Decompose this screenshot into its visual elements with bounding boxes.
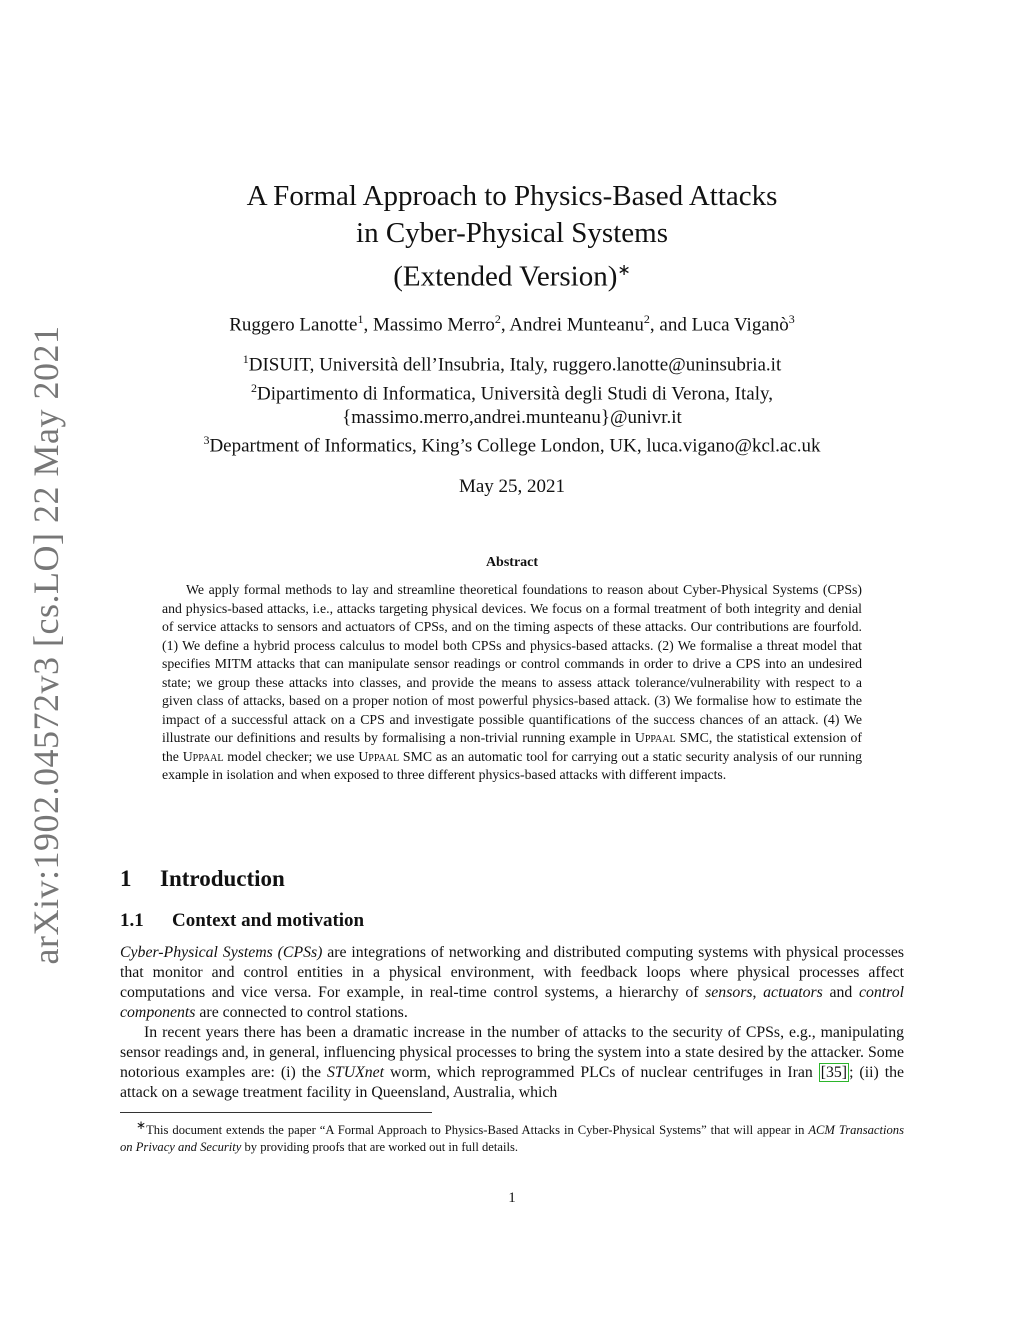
author-name: Massimo Merro [372,314,495,336]
affiliation-line: $^1$DISUIT, Università dell’Insubria, Italy, ruggero.lanotte@uninsubria.it [242,352,782,376]
author-name: Luca Viganò [691,314,789,336]
author-name: Andrei Munteanu [509,314,644,336]
title-footnote-mark: ∗ [617,262,631,279]
page-number: 1 [508,1190,516,1206]
footnote-rule [120,1112,432,1113]
footnote: ∗This document extends the paper “A Formal Approach to Physics-Based Attacks in Cyber-Physical Systems” that will appear in ACM Transactions on Privacy and Security by providing proofs that are worked out in full details. [120,1118,904,1154]
section-heading: 1 Introduction [120,866,285,891]
paper-title [0,178,1024,296]
affiliation-line: $^3$Department of Informatics, King’s College London, UK, luca.vigano@kcl.ac.uk [203,433,821,457]
title-line-2: in Cyber-Physical Systems [356,217,668,249]
body-text [120,943,904,1103]
paragraph: Cyber-Physical Systems (CPSs) are integrations of networking and distributed computing systems with physical processes that monitor and control entities in a physical environment, with feedback loops where physical processes affect computations and vice versa. For example, in real-time control systems, a hierarchy of sensors, actuators and control components are connected to control stations. [120,944,905,1021]
subsection-heading: 1.1 Context and motivation [120,910,365,931]
title-line-1: A Formal Approach to Physics-Based Attacks [246,180,778,212]
author-list: Ruggero Lanotte$^1$, Massimo Merro$^2$, Andrei Munteanu$^2$, and Luca Viganò$^3$ [229,312,795,336]
title-line-3: (Extended Version)∗ [393,260,631,293]
affiliation-line: {massimo.merro,andrei.munteanu}@univr.it [342,406,682,428]
paragraph: In recent years there has been a dramatic increase in the number of attacks to the security of CPSs, e.g., manipulating sensor readings and, in general, influencing physical processes to bring the system into a state desired by the attacker. Some notorious examples are: (i) the STUXnet worm, which reprogrammed PLCs of nuclear centrifuges in Iran [35] ; (ii) the attack on a sewage treatment facility in Queensland, Australia, which [120,1024,904,1101]
abstract-text: We apply formal methods to lay and streamline theoretical foundations to reason about Cyber-Physical Systems (CPSs) and physics-based attacks, i.e., attacks targeting physical devices. We focus on a formal treatment of both integrity and denial of service attacks to sensors and actuators of CPSs, and on the timing aspects of these attacks. Our contributions are fourfold. (1) We define a hybrid process calculus to model both CPSs and physics-based attacks. (2) We formalise a threat model that specifies MITM attacks that can manipulate sensor readings or control commands in order to drive a CPS into an undesired state; we group these attacks into classes, and provide the means to assess attack tolerance/vulnerability with respect to a given class of attacks, based on a proper notion of most powerful physics-based attack. (3) We formalise how to estimate the impact of a successful attack on a CPS and investigate possible quantifications of the success chances of an attack. (4) We illustrate our definitions and results by formalising a non-trivial running example in Uppaal SMC, the statistical extension of the Uppaal model checker; we use Uppaal SMC as an automatic tool for carrying out a static security analysis of our running example in isolation and when exposed to three different physics-based attacks with different impacts. [162,582,863,782]
paper-date: May 25, 2021 [458,476,566,497]
arxiv-identifier: arXiv:1902.04572v3 [cs.LO] 22 May 2021 [26,325,66,965]
abstract-heading: Abstract [485,555,539,570]
author-name: Ruggero Lanotte [229,314,358,336]
affiliation-line: $^2$Dipartimento di Informatica, Università degli Studi di Verona, Italy, [250,380,774,405]
citation-link[interactable]: [35] [820,1064,848,1081]
affiliations [0,348,1024,458]
